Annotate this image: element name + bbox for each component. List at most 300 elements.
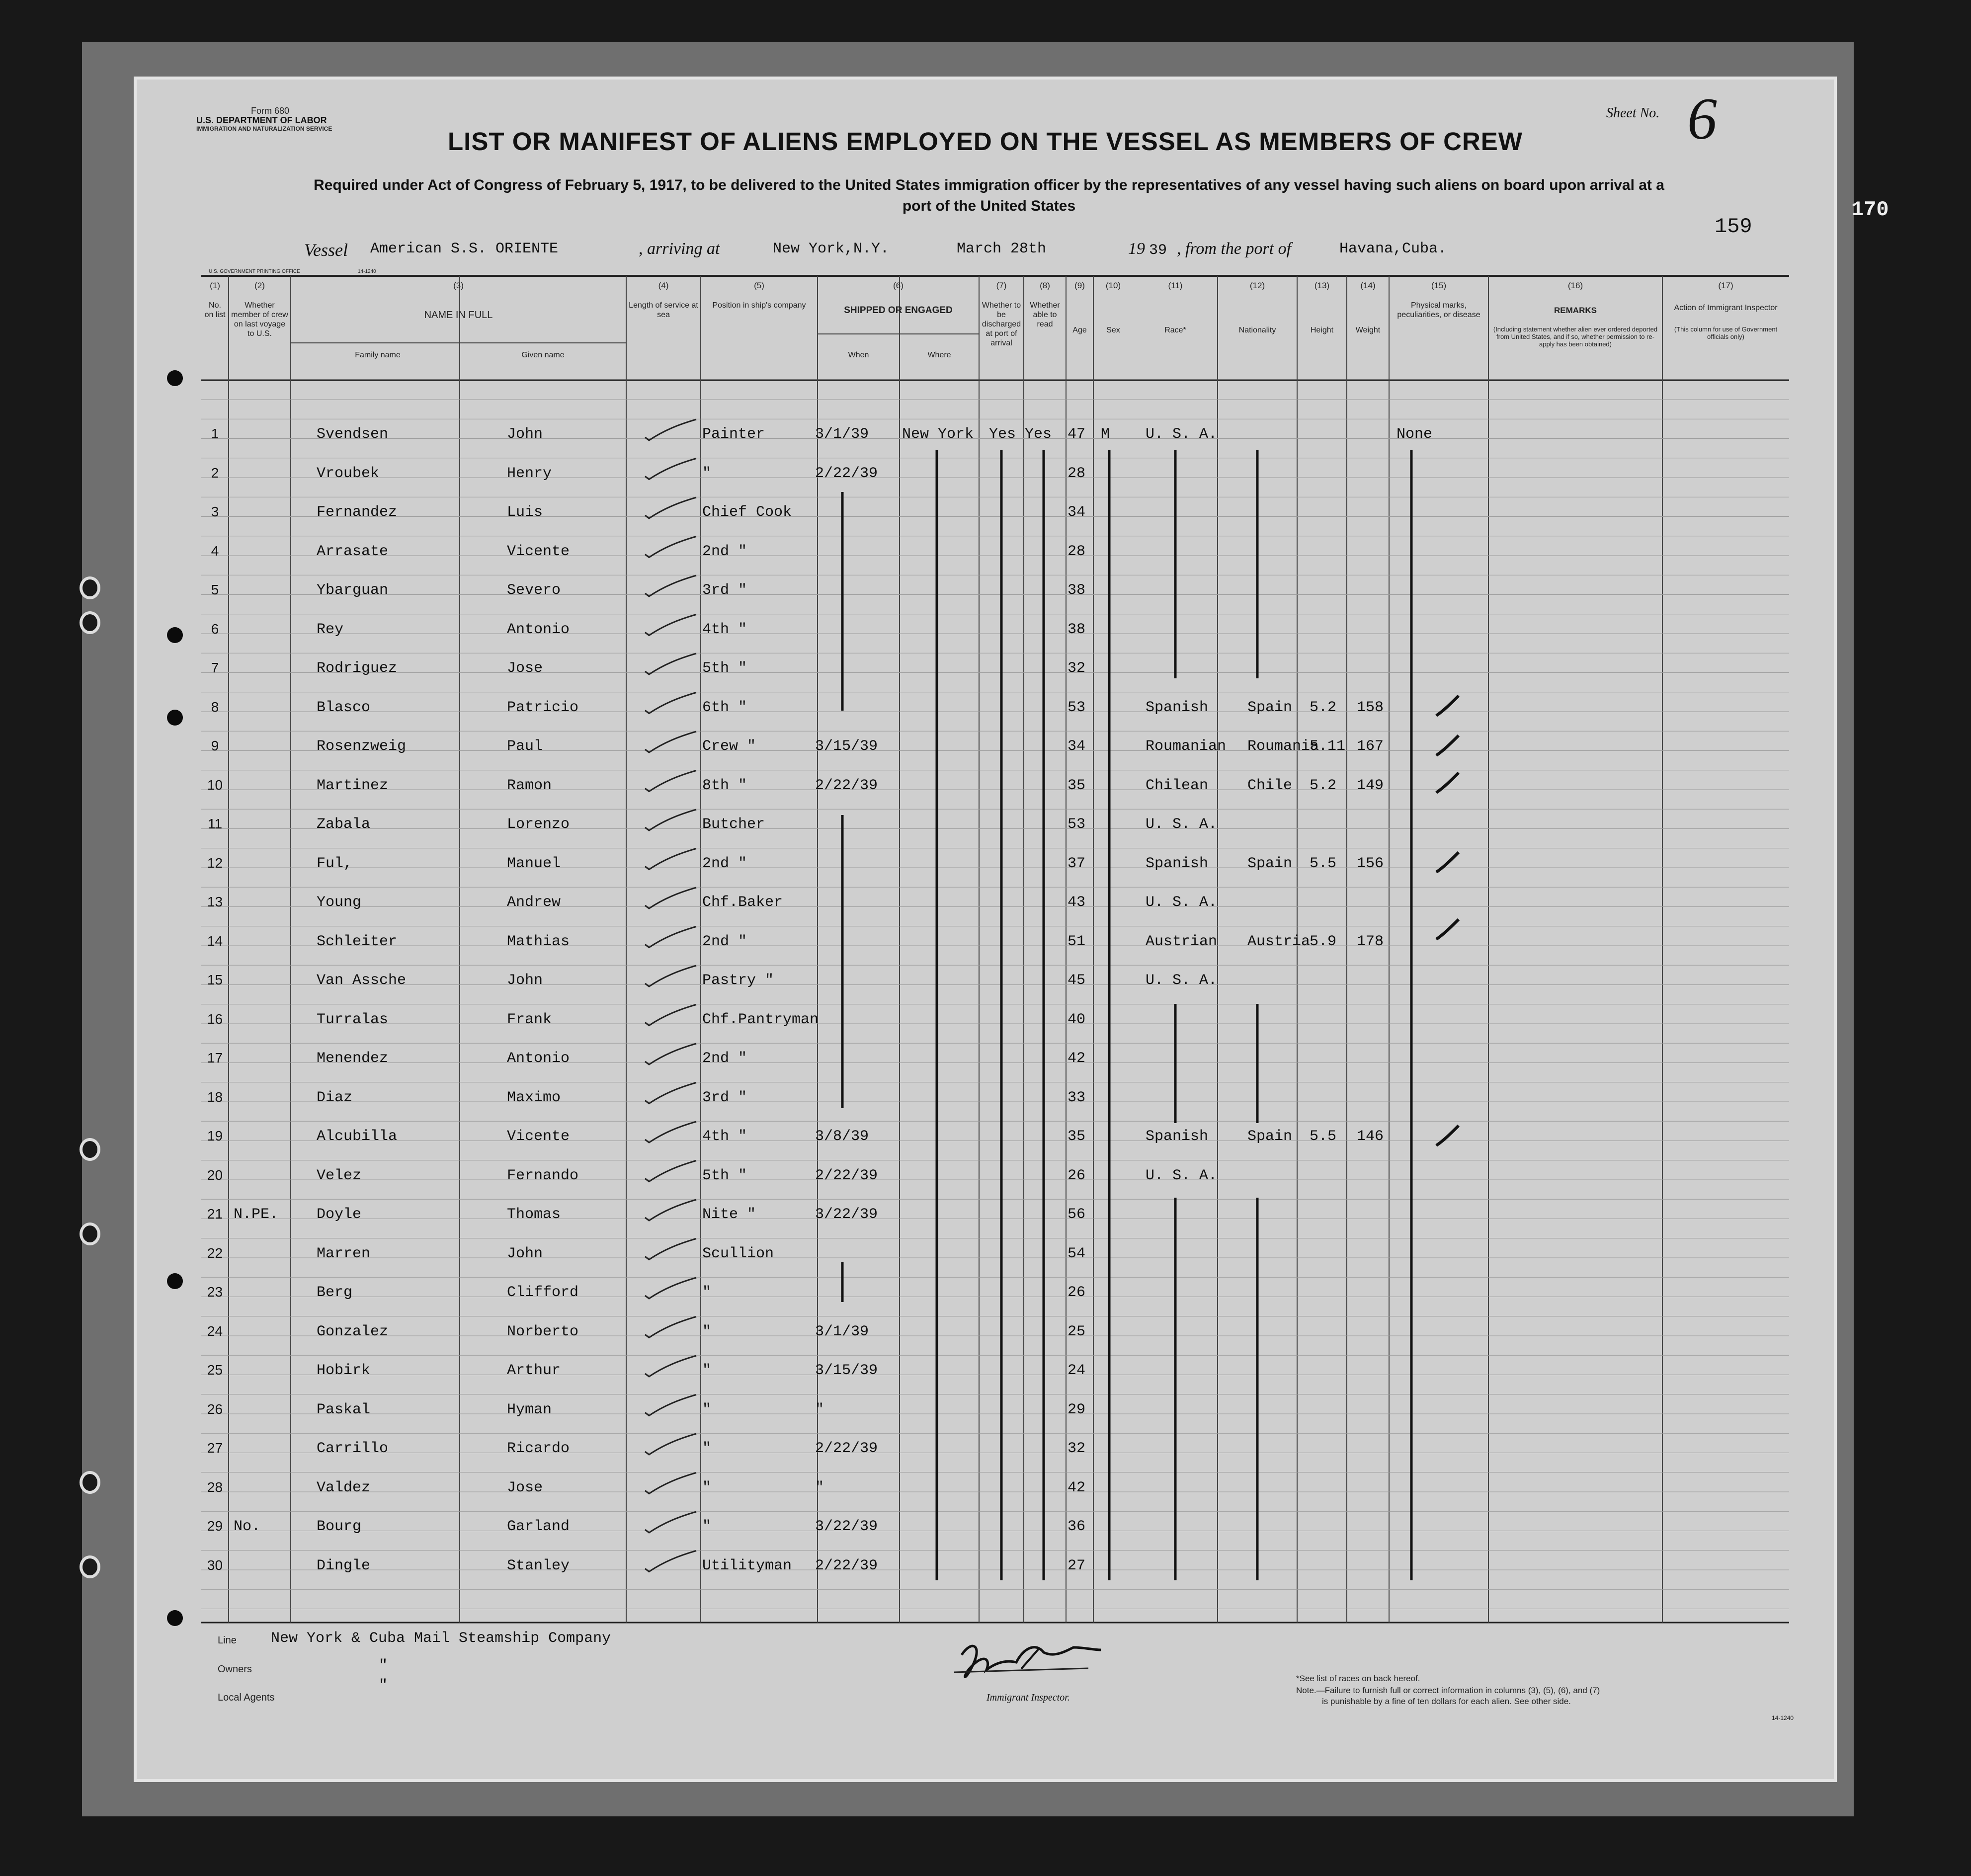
- cell-given: Severo: [507, 582, 561, 599]
- cell-position: ": [702, 1518, 712, 1535]
- sheet-label: Sheet No.: [1606, 105, 1660, 121]
- cell-family: Alcubilla: [317, 1128, 398, 1145]
- cell-family: Turralas: [317, 1011, 389, 1028]
- cell-given: Antonio: [507, 621, 570, 638]
- form-code-bottom: 14-1240: [1772, 1714, 1794, 1721]
- service-name: IMMIGRATION AND NATURALIZATION SERVICE: [196, 125, 332, 132]
- printing-office: U.S. GOVERNMENT PRINTING OFFICE: [209, 269, 300, 274]
- cell-family: Diaz: [317, 1089, 353, 1106]
- cell-age: 56: [1068, 1206, 1086, 1223]
- cell-prev: N.PE.: [234, 1206, 279, 1223]
- column-number: (3): [453, 281, 464, 290]
- column-subheader: When: [848, 351, 869, 359]
- cell-family: Doyle: [317, 1206, 362, 1223]
- cell-race: U. S. A.: [1146, 426, 1218, 443]
- cell-age: 37: [1068, 855, 1086, 872]
- column-subheader: (Including statement whether alien ever ordered deported from United States, and if so, whether permission to re-apply has been obtained): [1493, 326, 1658, 348]
- cell-position: 4th ": [702, 621, 747, 638]
- cell-given: Vicente: [507, 543, 570, 560]
- cell-position: Painter: [702, 426, 765, 443]
- owners-value: ": [379, 1657, 388, 1674]
- cell-no: 24: [207, 1323, 223, 1339]
- cell-position: 2nd ": [702, 855, 747, 872]
- cell-position: Pastry ": [702, 972, 774, 989]
- column-number: (15): [1431, 281, 1447, 290]
- column-subheader: Given name: [521, 351, 565, 359]
- cell-age: 28: [1068, 543, 1086, 560]
- column-number: (10): [1105, 281, 1121, 290]
- column-subheader: (This column for use of Government officials only): [1674, 326, 1778, 340]
- cell-race: U. S. A.: [1146, 894, 1218, 911]
- cell-family: Martinez: [317, 777, 389, 794]
- cell-given: Manuel: [507, 855, 561, 872]
- remark-tick: [1436, 919, 1459, 939]
- column-number: (4): [658, 281, 669, 290]
- cell-no: 28: [207, 1479, 223, 1495]
- cell-position: ": [702, 1401, 712, 1418]
- cell-given: Hyman: [507, 1401, 552, 1418]
- service-check-mark: [645, 693, 696, 714]
- cell-given: John: [507, 972, 543, 989]
- service-check-mark: [645, 653, 696, 674]
- cell-position: 2nd ": [702, 933, 747, 950]
- cell-position: ": [702, 1284, 712, 1301]
- cell-age: 42: [1068, 1479, 1086, 1496]
- from-port-label: , from the port of: [1177, 240, 1292, 258]
- cell-age: 54: [1068, 1245, 1086, 1262]
- cell-age: 32: [1068, 1440, 1086, 1457]
- agents-value: ": [379, 1677, 388, 1694]
- column-number: (9): [1074, 281, 1085, 290]
- cell-no: 29: [207, 1518, 223, 1534]
- cell-when: 3/15/39: [815, 1362, 878, 1379]
- cell-age: 40: [1068, 1011, 1086, 1028]
- cell-position: Chf.Baker: [702, 894, 783, 911]
- cell-given: Jose: [507, 660, 543, 677]
- cell-no: 5: [211, 582, 219, 597]
- column-header: Whether able to read: [1030, 301, 1060, 328]
- cell-age: 45: [1068, 972, 1086, 989]
- service-check-mark: [645, 419, 696, 440]
- cell-given: Ricardo: [507, 1440, 570, 1457]
- column-number: (16): [1567, 281, 1583, 290]
- service-check-mark: [645, 1200, 696, 1221]
- cell-when: 3/8/39: [815, 1128, 869, 1145]
- cell-weight: 158: [1357, 699, 1384, 716]
- cell-position: 5th ": [702, 1167, 747, 1184]
- cell-nationality: Spain: [1247, 699, 1293, 716]
- cell-prev: No.: [234, 1518, 261, 1535]
- service-check-mark: [645, 1278, 696, 1299]
- service-check-mark: [645, 849, 696, 870]
- service-check-mark: [645, 497, 696, 518]
- column-header: SHIPPED OR ENGAGED: [844, 305, 953, 316]
- cell-nationality: Spain: [1247, 1128, 1293, 1145]
- service-check-mark: [645, 1239, 696, 1260]
- cell-given: John: [507, 1245, 543, 1262]
- cell-family: Vroubek: [317, 465, 380, 482]
- cell-position: 2nd ": [702, 1050, 747, 1067]
- cell-family: Schleiter: [317, 933, 398, 950]
- service-check-mark: [645, 1317, 696, 1338]
- cell-given: Norberto: [507, 1323, 579, 1340]
- cell-given: Henry: [507, 465, 552, 482]
- cell-age: 34: [1068, 504, 1086, 521]
- cell-when: 2/22/39: [815, 1440, 878, 1457]
- service-check-mark: [645, 1122, 696, 1142]
- cell-weight: 156: [1357, 855, 1384, 872]
- column-number: (14): [1360, 281, 1376, 290]
- manifest-title: LIST OR MANIFEST OF ALIENS EMPLOYED ON THE VESSEL AS MEMBERS OF CREW: [448, 127, 1523, 156]
- from-port: Havana,Cuba.: [1339, 241, 1447, 257]
- owners-label: Owners: [218, 1664, 252, 1675]
- cell-given: Andrew: [507, 894, 561, 911]
- arrival-date: March 28th: [957, 241, 1047, 257]
- cell-nationality: Austria: [1247, 933, 1311, 950]
- cell-read: Yes: [1025, 426, 1052, 443]
- service-check-mark: [645, 1434, 696, 1455]
- cell-no: 23: [207, 1284, 223, 1300]
- cell-no: 30: [207, 1557, 223, 1573]
- cell-age: 25: [1068, 1323, 1086, 1340]
- cell-family: Ful,: [317, 855, 353, 872]
- year-suffix: 39: [1149, 242, 1167, 259]
- manifest-subtitle: Required under Act of Congress of February 5, 1917, to be delivered to the United States immigration officer by the representatives of any vessel having such aliens on board upon arrival at a: [314, 177, 1664, 193]
- cell-age: 42: [1068, 1050, 1086, 1067]
- column-header: Action of Immigrant Inspector: [1674, 304, 1778, 312]
- cell-no: 7: [211, 660, 219, 675]
- cell-where: New York: [902, 426, 974, 443]
- service-check-mark: [645, 615, 696, 636]
- cell-when: 2/22/39: [815, 1167, 878, 1184]
- remark-tick: [1436, 696, 1459, 716]
- cell-given: Antonio: [507, 1050, 570, 1067]
- service-check-mark: [645, 1044, 696, 1064]
- service-check-mark: [645, 459, 696, 480]
- cell-age: 34: [1068, 738, 1086, 755]
- cell-age: 53: [1068, 816, 1086, 833]
- cell-no: 19: [207, 1128, 223, 1143]
- cell-no: 16: [207, 1011, 223, 1027]
- cell-height: 5.5: [1310, 1128, 1337, 1145]
- cell-height: 5.11: [1310, 738, 1346, 755]
- cell-race: Spanish: [1146, 1128, 1209, 1145]
- manifest-subtitle-2: port of the United States: [902, 198, 1076, 214]
- cell-position: 2nd ": [702, 543, 747, 560]
- cell-family: Rey: [317, 621, 344, 638]
- cell-position: Butcher: [702, 816, 765, 833]
- cell-race: Spanish: [1146, 699, 1209, 716]
- service-check-mark: [645, 771, 696, 792]
- cell-position: 3rd ": [702, 1089, 747, 1106]
- agents-label: Local Agents: [218, 1692, 275, 1703]
- cell-given: Clifford: [507, 1284, 579, 1301]
- column-header: Race*: [1164, 326, 1186, 334]
- cell-family: Svendsen: [317, 426, 389, 443]
- cell-age: 51: [1068, 933, 1086, 950]
- line-value: New York & Cuba Mail Steamship Company: [271, 1630, 611, 1647]
- cell-family: Ybarguan: [317, 582, 389, 599]
- service-check-mark: [645, 1551, 696, 1572]
- cell-marks: None: [1396, 426, 1433, 443]
- column-header: Weight: [1355, 326, 1381, 334]
- cell-when: 3/1/39: [815, 426, 869, 443]
- cell-age: 29: [1068, 1401, 1086, 1418]
- line-label: Line: [218, 1635, 237, 1646]
- column-subheader: Where: [927, 351, 951, 359]
- column-header: Height: [1310, 326, 1334, 334]
- vessel-name: American S.S. ORIENTE: [370, 241, 559, 257]
- column-number: (11): [1168, 281, 1183, 290]
- remark-tick: [1436, 852, 1459, 872]
- cell-family: Valdez: [317, 1479, 371, 1496]
- cell-family: Bourg: [317, 1518, 362, 1535]
- cell-age: 26: [1068, 1167, 1086, 1184]
- cell-position: Chf.Pantryman: [702, 1011, 819, 1028]
- cell-no: 13: [207, 894, 223, 909]
- cell-no: 10: [207, 777, 223, 793]
- remark-tick: [1436, 1126, 1459, 1145]
- cell-race: Chilean: [1146, 777, 1209, 794]
- cell-height: 5.5: [1310, 855, 1337, 872]
- cell-age: 24: [1068, 1362, 1086, 1379]
- cell-weight: 146: [1357, 1128, 1384, 1145]
- cell-no: 1: [211, 426, 219, 441]
- cell-no: 20: [207, 1167, 223, 1183]
- cell-no: 21: [207, 1206, 223, 1222]
- cell-race: U. S. A.: [1146, 1167, 1218, 1184]
- form-number: Form 680: [251, 106, 290, 116]
- cell-age: 47: [1068, 426, 1086, 443]
- cell-family: Arrasate: [317, 543, 389, 560]
- service-check-mark: [645, 575, 696, 596]
- cell-given: Mathias: [507, 933, 570, 950]
- column-header: NAME IN FULL: [424, 310, 493, 321]
- cell-no: 12: [207, 855, 223, 871]
- service-check-mark: [645, 537, 696, 558]
- cell-height: 5.9: [1310, 933, 1337, 950]
- column-header: Sex: [1106, 326, 1120, 334]
- cell-race: Spanish: [1146, 855, 1209, 872]
- column-header: REMARKS: [1554, 306, 1597, 315]
- cell-given: Paul: [507, 738, 543, 755]
- service-check-mark: [645, 1005, 696, 1026]
- arriving-port: New York,N.Y.: [773, 241, 890, 257]
- column-header: No. on list: [204, 301, 226, 319]
- cell-family: Van Assche: [317, 972, 407, 989]
- column-header: Nationality: [1238, 326, 1276, 334]
- cell-no: 27: [207, 1440, 223, 1456]
- cell-when: 3/22/39: [815, 1206, 878, 1223]
- service-check-mark: [645, 732, 696, 752]
- cell-given: Lorenzo: [507, 816, 570, 833]
- service-check-mark: [645, 1473, 696, 1494]
- cell-family: Blasco: [317, 699, 371, 716]
- column-number: (17): [1718, 281, 1733, 290]
- cell-family: Rosenzweig: [317, 738, 407, 755]
- cell-race: Roumanian: [1146, 738, 1227, 755]
- cell-age: 38: [1068, 621, 1086, 638]
- cell-age: 43: [1068, 894, 1086, 911]
- cell-when: ": [815, 1401, 824, 1418]
- cell-height: 5.2: [1310, 699, 1337, 716]
- vessel-label: Vessel: [304, 240, 348, 260]
- cell-position: 3rd ": [702, 582, 747, 599]
- cell-family: Zabala: [317, 816, 371, 833]
- cell-given: Patricio: [507, 699, 579, 716]
- form-code-top: 14-1240: [358, 269, 376, 274]
- penalty-note-2: is punishable by a fine of ten dollars for each alien. See other side.: [1322, 1697, 1571, 1706]
- cell-family: Dingle: [317, 1557, 371, 1574]
- cell-given: Vicente: [507, 1128, 570, 1145]
- cell-position: Scullion: [702, 1245, 774, 1262]
- inspector-label: Immigrant Inspector.: [986, 1692, 1070, 1703]
- service-check-mark: [645, 888, 696, 908]
- cell-no: 18: [207, 1089, 223, 1105]
- cell-age: 53: [1068, 699, 1086, 716]
- column-header: Physical marks, peculiarities, or disease: [1397, 301, 1480, 319]
- service-check-mark: [645, 927, 696, 948]
- cell-given: John: [507, 426, 543, 443]
- cell-when: 2/22/39: [815, 465, 878, 482]
- cell-given: Thomas: [507, 1206, 561, 1223]
- cell-position: ": [702, 1362, 712, 1379]
- cell-position: ": [702, 1323, 712, 1340]
- cell-race: U. S. A.: [1146, 972, 1218, 989]
- cell-when: 2/22/39: [815, 777, 878, 794]
- cell-family: Young: [317, 894, 362, 911]
- cell-nationality: Spain: [1247, 855, 1293, 872]
- cell-age: 27: [1068, 1557, 1086, 1574]
- service-check-mark: [645, 1356, 696, 1377]
- cell-position: Nite ": [702, 1206, 756, 1223]
- cell-weight: 178: [1357, 933, 1384, 950]
- service-check-mark: [645, 1512, 696, 1533]
- cell-position: 8th ": [702, 777, 747, 794]
- cell-no: 17: [207, 1050, 223, 1065]
- cell-family: Menendez: [317, 1050, 389, 1067]
- sheet-number: 6: [1687, 85, 1717, 152]
- cell-weight: 167: [1357, 738, 1384, 755]
- cell-height: 5.2: [1310, 777, 1337, 794]
- service-check-mark: [645, 966, 696, 986]
- column-number: (13): [1314, 281, 1330, 290]
- column-header: Position in ship's company: [712, 301, 806, 310]
- cell-family: Berg: [317, 1284, 353, 1301]
- cell-family: Velez: [317, 1167, 362, 1184]
- year-prefix: 19: [1128, 240, 1145, 258]
- cell-position: 6th ": [702, 699, 747, 716]
- races-note: *See list of races on back hereof.: [1296, 1674, 1420, 1683]
- page-number-stamp: 159: [1715, 215, 1752, 239]
- cell-given: Ramon: [507, 777, 552, 794]
- cell-when: 3/15/39: [815, 738, 878, 755]
- service-check-mark: [645, 1083, 696, 1104]
- column-number: (1): [210, 281, 220, 290]
- cell-given: Stanley: [507, 1557, 570, 1574]
- cell-no: 9: [211, 738, 219, 753]
- cell-position: Chief Cook: [702, 504, 792, 521]
- cell-when: 2/22/39: [815, 1557, 878, 1574]
- cell-given: Luis: [507, 504, 543, 521]
- cell-family: Paskal: [317, 1401, 371, 1418]
- column-number: (8): [1040, 281, 1050, 290]
- cell-given: Jose: [507, 1479, 543, 1496]
- cell-when: 3/1/39: [815, 1323, 869, 1340]
- cell-position: 5th ": [702, 660, 747, 677]
- cell-age: 32: [1068, 660, 1086, 677]
- cell-nationality: Chile: [1247, 777, 1293, 794]
- cell-age: 26: [1068, 1284, 1086, 1301]
- cell-position: 4th ": [702, 1128, 747, 1145]
- cell-position: ": [702, 1440, 712, 1457]
- cell-given: Maximo: [507, 1089, 561, 1106]
- cell-age: 28: [1068, 465, 1086, 482]
- cell-no: 14: [207, 933, 223, 949]
- cell-family: Fernandez: [317, 504, 398, 521]
- cell-discharged: Yes: [989, 426, 1016, 443]
- cell-age: 33: [1068, 1089, 1086, 1106]
- cell-given: Arthur: [507, 1362, 561, 1379]
- column-number: (6): [893, 281, 903, 290]
- column-number: (2): [254, 281, 265, 290]
- arriving-label: , arriving at: [639, 240, 720, 258]
- cell-no: 26: [207, 1401, 223, 1417]
- cell-age: 36: [1068, 1518, 1086, 1535]
- column-number: (7): [996, 281, 1007, 290]
- cell-position: Crew ": [702, 738, 756, 755]
- department-name: U.S. DEPARTMENT OF LABOR: [196, 115, 327, 125]
- cell-given: Frank: [507, 1011, 552, 1028]
- cell-given: Fernando: [507, 1167, 579, 1184]
- cell-no: 15: [207, 972, 223, 987]
- cell-race: U. S. A.: [1146, 816, 1218, 833]
- column-number: (12): [1249, 281, 1265, 290]
- column-header: Length of service at sea: [629, 301, 698, 319]
- cell-family: Hobirk: [317, 1362, 371, 1379]
- cell-family: Rodriguez: [317, 660, 398, 677]
- cell-age: 35: [1068, 777, 1086, 794]
- cell-when: ": [815, 1479, 824, 1496]
- remark-tick: [1436, 735, 1459, 755]
- cell-no: 22: [207, 1245, 223, 1261]
- cell-when: 3/22/39: [815, 1518, 878, 1535]
- cell-nationality: Roumania: [1247, 738, 1319, 755]
- service-check-mark: [645, 810, 696, 830]
- cell-given: Garland: [507, 1518, 570, 1535]
- cell-position: ": [702, 1479, 712, 1496]
- outer-page-number: 170: [1851, 198, 1889, 222]
- cell-family: Gonzalez: [317, 1323, 389, 1340]
- penalty-note: Note.—Failure to furnish full or correct information in columns (3), (5), (6), and (7): [1296, 1686, 1600, 1695]
- column-subheader: Family name: [355, 351, 401, 359]
- cell-weight: 149: [1357, 777, 1384, 794]
- cell-no: 3: [211, 504, 219, 519]
- cell-family: Carrillo: [317, 1440, 389, 1457]
- cell-position: Utilityman: [702, 1557, 792, 1574]
- column-header: Age: [1072, 326, 1087, 334]
- cell-no: 6: [211, 621, 219, 637]
- column-header: Whether to be discharged at port of arrival: [982, 301, 1021, 347]
- cell-position: ": [702, 465, 712, 482]
- cell-no: 4: [211, 543, 219, 559]
- cell-sex: M: [1101, 426, 1110, 443]
- column-number: (5): [754, 281, 764, 290]
- service-check-mark: [645, 1161, 696, 1182]
- cell-race: Austrian: [1146, 933, 1218, 950]
- cell-no: 2: [211, 465, 219, 481]
- cell-no: 11: [207, 816, 223, 831]
